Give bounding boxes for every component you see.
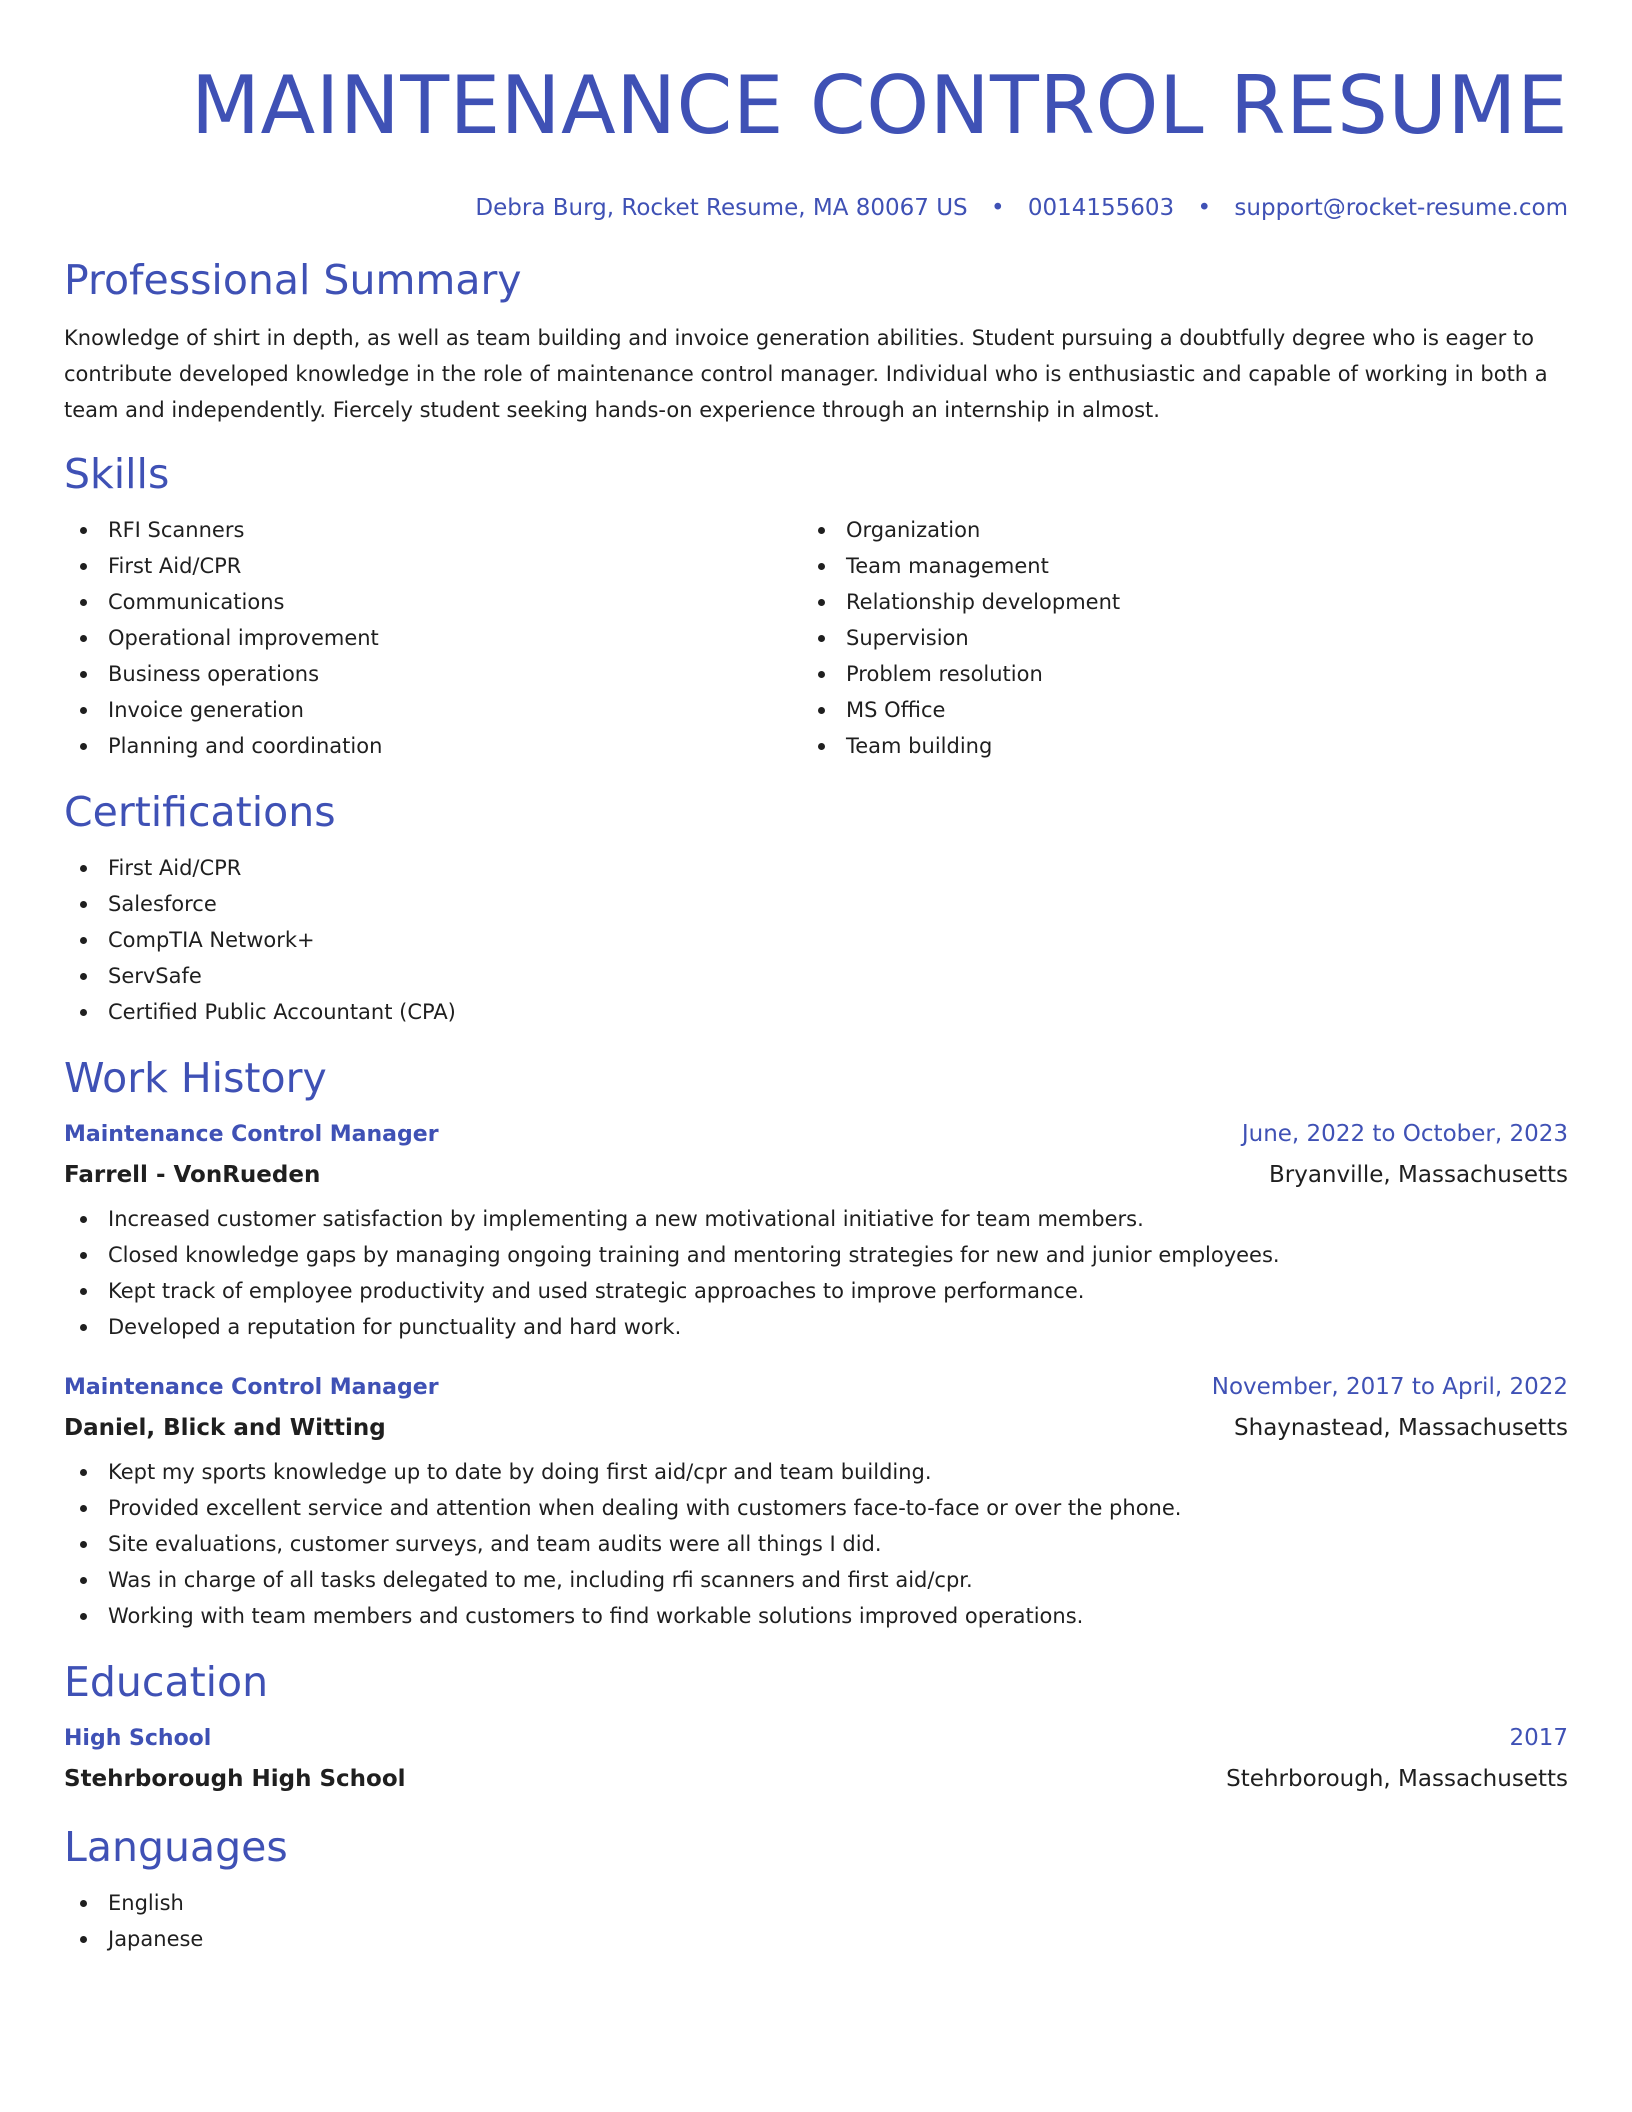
summary-text: Knowledge of shirt in depth, as well as team building and invoice generation abilities. Student pursuing a doubtfully degree who is eager to contribute developed knowledge in the role of maintenance control manager. Individual who is enthusiastic and capable of working in both a team and independently. Fiercely student seeking hands-on experience through an internship in almost. <box>64 326 1548 422</box>
job-title: Maintenance Control Manager <box>64 1122 439 1147</box>
education-location: Stehrborough, Massachusetts <box>1226 1766 1568 1792</box>
skill-item: Invoice generation <box>64 692 802 728</box>
job-entry <box>64 1367 1568 1634</box>
contact-address: Debra Burg, Rocket Resume, MA 80067 US <box>475 195 968 221</box>
skill-item: Relationship development <box>802 584 1540 620</box>
education-school-row <box>64 1759 1568 1799</box>
skill-item: RFI Scanners <box>64 512 802 548</box>
job-company: Daniel, Blick and Witting <box>64 1415 386 1441</box>
education-heading: Education <box>64 1658 269 1706</box>
skill-item: Planning and coordination <box>64 728 802 764</box>
skill-item: MS Office <box>802 692 1540 728</box>
job-location: Bryanville, Massachusetts <box>1268 1162 1568 1188</box>
skill-item: Team building <box>802 728 1540 764</box>
certifications-section <box>64 786 1568 1030</box>
skill-item: Organization <box>802 512 1540 548</box>
certification-item: Salesforce <box>64 886 1568 922</box>
language-item: English <box>64 1885 1568 1921</box>
language-item: Japanese <box>64 1921 1568 1957</box>
job-location: Shaynastead, Massachusetts <box>1234 1415 1568 1441</box>
skill-item: Team management <box>802 548 1540 584</box>
summary-section <box>64 254 1568 428</box>
job-bullet: Closed knowledge gaps by managing ongoing training and mentoring strategies for new and junior employees. <box>64 1237 1568 1273</box>
job-header-row <box>64 1367 1568 1408</box>
job-header-row <box>64 1114 1568 1155</box>
job-company: Farrell - VonRueden <box>64 1162 321 1188</box>
contact-email[interactable]: support@rocket-resume.com <box>1234 195 1568 221</box>
contact-line <box>64 192 1568 224</box>
job-bullet: Increased customer satisfaction by implementing a new motivational initiative for team members. <box>64 1201 1568 1237</box>
languages-heading: Languages <box>64 1823 288 1871</box>
contact-phone: 0014155603 <box>1027 195 1175 221</box>
job-dates: November, 2017 to April, 2022 <box>1211 1374 1568 1400</box>
contact-separator: • <box>990 195 1005 221</box>
job-dates: June, 2022 to October, 2023 <box>1241 1121 1568 1147</box>
job-bullet: Provided excellent service and attention when dealing with customers face-to-face or over the phone. <box>64 1490 1568 1526</box>
education-school: Stehrborough High School <box>64 1766 406 1792</box>
work-history-heading: Work History <box>64 1054 327 1102</box>
job-bullet: Developed a reputation for punctuality and hard work. <box>64 1309 1568 1345</box>
certifications-heading: Certifications <box>64 788 336 836</box>
contact-separator: • <box>1197 195 1212 221</box>
work-history-section <box>64 1052 1568 1634</box>
job-bullet: Kept my sports knowledge up to date by doing first aid/cpr and team building. <box>64 1454 1568 1490</box>
summary-heading: Professional Summary <box>64 256 522 304</box>
job-company-row <box>64 1408 1568 1448</box>
job-bullet: Working with team members and customers to find workable solutions improved operations. <box>64 1598 1568 1634</box>
job-title: Maintenance Control Manager <box>64 1375 439 1400</box>
languages-section <box>64 1821 1568 1957</box>
job-bullets <box>64 1454 1568 1634</box>
resume-title: MAINTENANCE CONTROL RESUME <box>191 59 1568 152</box>
skill-item: Supervision <box>802 620 1540 656</box>
job-bullet: Kept track of employee productivity and used strategic approaches to improve performance. <box>64 1273 1568 1309</box>
skills-heading: Skills <box>64 450 170 498</box>
job-bullet: Site evaluations, customer surveys, and team audits were all things I did. <box>64 1526 1568 1562</box>
education-section <box>64 1656 1568 1799</box>
job-bullet: Was in charge of all tasks delegated to me, including rfi scanners and first aid/cpr. <box>64 1562 1568 1598</box>
job-bullets <box>64 1201 1568 1345</box>
certification-item: First Aid/CPR <box>64 850 1568 886</box>
certification-item: Certified Public Accountant (CPA) <box>64 994 1568 1030</box>
education-degree: High School <box>64 1726 212 1751</box>
skill-item: Problem resolution <box>802 656 1540 692</box>
job-entry <box>64 1114 1568 1345</box>
certification-item: CompTIA Network+ <box>64 922 1568 958</box>
skill-item: First Aid/CPR <box>64 548 802 584</box>
skill-item: Operational improvement <box>64 620 802 656</box>
languages-list <box>64 1885 1568 1957</box>
certification-item: ServSafe <box>64 958 1568 994</box>
skills-grid <box>64 500 1568 764</box>
skill-item: Communications <box>64 584 802 620</box>
skills-section <box>64 448 1568 764</box>
skill-item: Business operations <box>64 656 802 692</box>
job-company-row <box>64 1155 1568 1195</box>
skills-list-right <box>802 512 1540 764</box>
skills-list-left <box>64 512 802 764</box>
education-header-row <box>64 1718 1568 1759</box>
education-year: 2017 <box>1509 1725 1568 1751</box>
certifications-list <box>64 850 1568 1030</box>
